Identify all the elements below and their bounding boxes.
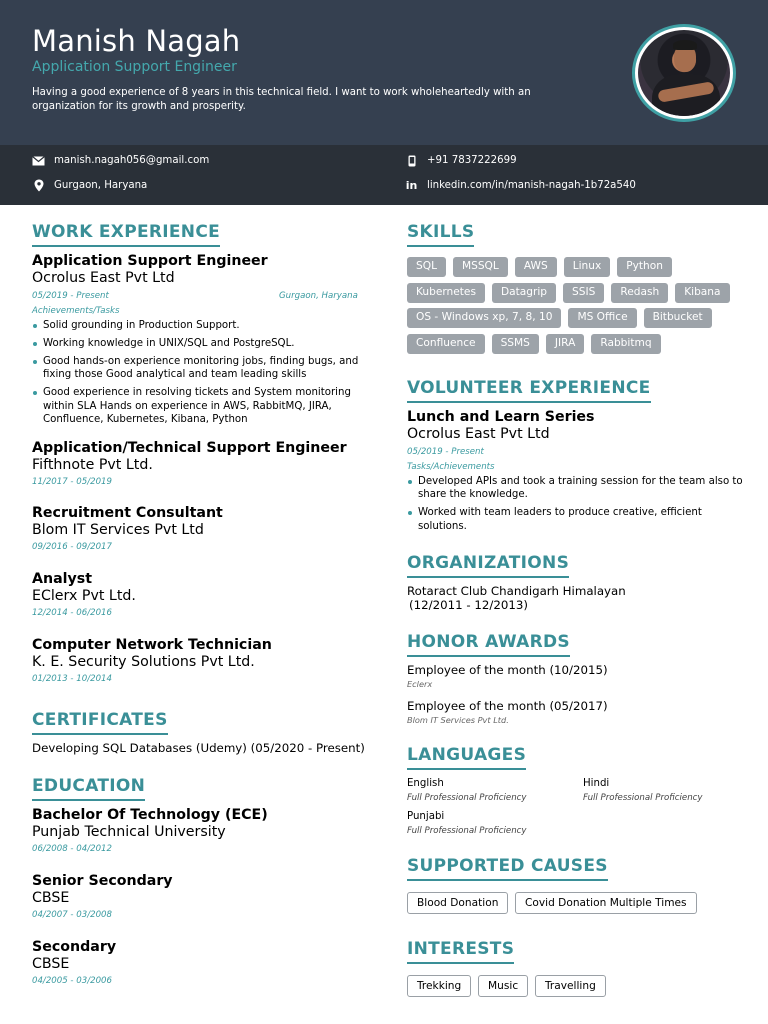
- job-role: Application Support Engineer: [32, 253, 268, 269]
- skill-tag: Bitbucket: [644, 308, 712, 328]
- job-dates: 12/2014 - 06/2016: [32, 608, 112, 618]
- resume-header: [0, 0, 768, 145]
- education-dates: 06/2008 - 04/2012: [32, 844, 112, 854]
- education-heading: EDUCATION: [32, 776, 145, 801]
- job-dates: 05/2019 - Present: [32, 291, 109, 301]
- job-company: Ocrolus East Pvt Ltd: [32, 270, 175, 286]
- contact-linkedin[interactable]: [405, 179, 636, 192]
- volunteer-tasks-label: Tasks/Achievements: [407, 462, 495, 472]
- profile-photo-image: [638, 30, 730, 116]
- contact-bar: [0, 145, 768, 205]
- job-bullets: [32, 319, 367, 431]
- education-degree: Secondary: [32, 939, 117, 955]
- languages-heading: LANGUAGES: [407, 745, 526, 770]
- interest-tag: Trekking: [407, 975, 471, 997]
- skill-tag: Datagrip: [492, 283, 556, 303]
- linkedin-icon: in: [405, 179, 418, 192]
- language-level: Full Professional Proficiency: [407, 793, 527, 803]
- candidate-title: Application Support Engineer: [32, 59, 237, 75]
- skill-tag: Python: [617, 257, 672, 277]
- language-name: Punjabi: [407, 811, 445, 822]
- language-level: Full Professional Proficiency: [583, 793, 703, 803]
- job-company: EClerx Pvt Ltd.: [32, 588, 136, 604]
- award-issuer: Eclerx: [407, 679, 433, 689]
- skills-heading: SKILLS: [407, 222, 474, 247]
- skill-row: [407, 283, 747, 303]
- job-role: Analyst: [32, 571, 92, 587]
- volunteer-heading: VOLUNTEER EXPERIENCE: [407, 378, 651, 403]
- skill-tag: Redash: [611, 283, 668, 303]
- phone-text: +91 7837222699: [427, 155, 517, 166]
- candidate-name: Manish Nagah: [32, 24, 241, 58]
- profile-photo: [632, 24, 736, 122]
- skill-tag: MS Office: [568, 308, 636, 328]
- contact-location: [32, 179, 147, 192]
- phone-icon: [405, 154, 418, 167]
- skill-row: [407, 334, 747, 354]
- job-dates: 09/2016 - 09/2017: [32, 542, 112, 552]
- job-role: Application/Technical Support Engineer: [32, 440, 347, 456]
- honor-awards-heading: HONOR AWARDS: [407, 632, 570, 657]
- skills-list: [407, 257, 747, 359]
- education-school: Punjab Technical University: [32, 824, 226, 840]
- education-dates: 04/2007 - 03/2008: [32, 910, 112, 920]
- education-school: CBSE: [32, 956, 70, 972]
- interest-tag: Music: [478, 975, 528, 997]
- list-item: Good hands-on experience monitoring jobs, finding bugs, and fixing those Good analytical and team leading skills: [32, 355, 367, 382]
- language-level: Full Professional Proficiency: [407, 826, 527, 836]
- job-role: Recruitment Consultant: [32, 505, 223, 521]
- skill-tag: AWS: [515, 257, 557, 277]
- list-item: Good experience in resolving tickets and System monitoring within SLA Hands on experience in AWS, RabbitMQ, JIRA, Confluence, Kubernetes, Kibana, Python: [32, 386, 367, 426]
- organization-name: Rotaract Club Chandigarh Himalayan: [407, 584, 626, 598]
- contact-phone[interactable]: [405, 154, 517, 167]
- volunteer-company: Ocrolus East Pvt Ltd: [407, 426, 550, 442]
- job-tasks-label: Achievements/Tasks: [32, 306, 120, 316]
- list-item: Solid grounding in Production Support.: [32, 319, 367, 332]
- award-issuer: Blom IT Services Pvt Ltd.: [407, 715, 509, 725]
- linkedin-text: linkedin.com/in/manish-nagah-1b72a540: [427, 180, 636, 191]
- education-degree: Senior Secondary: [32, 873, 173, 889]
- email-text: manish.nagah056@gmail.com: [54, 155, 210, 166]
- skill-tag: SQL: [407, 257, 446, 277]
- language-name: English: [407, 778, 444, 789]
- skill-tag: JIRA: [546, 334, 584, 354]
- skill-tag: Linux: [564, 257, 611, 277]
- location-text: Gurgaon, Haryana: [54, 180, 148, 191]
- list-item: Working knowledge in UNIX/SQL and PostgreSQL.: [32, 337, 367, 350]
- certificate-item: Developing SQL Databases (Udemy) (05/2020 - Present): [32, 741, 365, 755]
- award-title: Employee of the month (10/2015): [407, 663, 608, 677]
- envelope-icon: [32, 154, 45, 167]
- skill-tag: SSMS: [492, 334, 539, 354]
- contact-email[interactable]: [32, 154, 209, 167]
- volunteer-dates: 05/2019 - Present: [407, 447, 484, 457]
- volunteer-bullets: [407, 475, 747, 538]
- skill-tag: OS - Windows xp, 7, 8, 10: [407, 308, 561, 328]
- supported-causes-heading: SUPPORTED CAUSES: [407, 856, 608, 881]
- skill-tag: MSSQL: [453, 257, 508, 277]
- skill-tag: Confluence: [407, 334, 485, 354]
- map-pin-icon: [32, 179, 45, 192]
- list-item: Developed APIs and took a training session for the team also to share the knowledge.: [407, 475, 747, 502]
- list-item: Worked with team leaders to produce creative, efficient solutions.: [407, 506, 747, 533]
- job-company: K. E. Security Solutions Pvt Ltd.: [32, 654, 255, 670]
- certificates-heading: CERTIFICATES: [32, 710, 168, 735]
- job-dates: 01/2013 - 10/2014: [32, 674, 112, 684]
- volunteer-role: Lunch and Learn Series: [407, 409, 595, 425]
- skill-tag: Rabbitmq: [591, 334, 660, 354]
- education-dates: 04/2005 - 03/2006: [32, 976, 112, 986]
- job-company: Fifthnote Pvt Ltd.: [32, 457, 153, 473]
- skill-tag: Kibana: [675, 283, 729, 303]
- job-location: Gurgaon, Haryana: [279, 291, 358, 301]
- job-dates: 11/2017 - 05/2019: [32, 477, 112, 487]
- education-school: CBSE: [32, 890, 70, 906]
- job-role: Computer Network Technician: [32, 637, 272, 653]
- interest-tag: Travelling: [535, 975, 606, 997]
- skill-tag: Kubernetes: [407, 283, 485, 303]
- skill-tag: SSIS: [563, 283, 604, 303]
- organizations-heading: ORGANIZATIONS: [407, 553, 569, 578]
- work-experience-heading: WORK EXPERIENCE: [32, 222, 220, 247]
- skill-row: [407, 257, 747, 277]
- job-company: Blom IT Services Pvt Ltd: [32, 522, 204, 538]
- cause-tag: Covid Donation Multiple Times: [515, 892, 697, 914]
- language-name: Hindi: [583, 778, 610, 789]
- organization-dates: (12/2011 - 12/2013): [409, 598, 528, 612]
- skill-row: [407, 308, 747, 328]
- cause-tag: Blood Donation: [407, 892, 508, 914]
- education-degree: Bachelor Of Technology (ECE): [32, 807, 268, 823]
- interests-heading: INTERESTS: [407, 939, 514, 964]
- award-title: Employee of the month (05/2017): [407, 699, 608, 713]
- profile-summary: Having a good experience of 8 years in this technical field. I want to work wholeheartedly with an organization for its growth and prosperity.: [32, 87, 531, 112]
